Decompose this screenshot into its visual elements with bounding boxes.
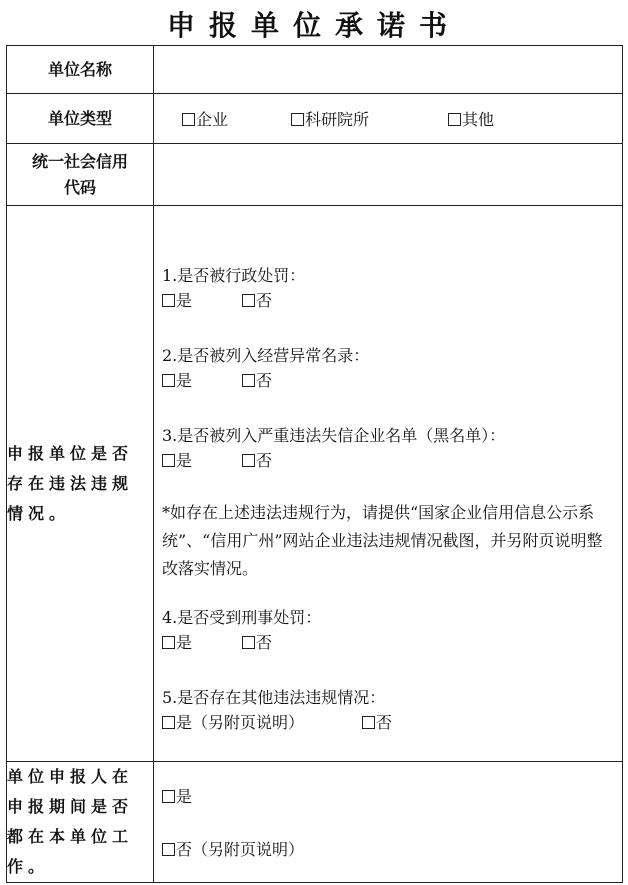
checkbox-icon[interactable]: [242, 636, 255, 649]
row-credit-code: [7, 144, 623, 206]
applicant-options: [154, 762, 623, 883]
row-unit-type: [7, 94, 623, 144]
option-enterprise[interactable]: 企业: [182, 107, 228, 130]
q4-no[interactable]: 否: [242, 630, 272, 655]
checkbox-icon[interactable]: [242, 294, 255, 307]
q4-yes[interactable]: 是: [162, 630, 192, 655]
applicant-no[interactable]: 否（另附页说明）: [162, 837, 622, 860]
question-4: 4.是否受到刑事处罚： 是 否: [162, 605, 622, 655]
violations-questions: [154, 206, 623, 762]
row-applicant: [7, 762, 623, 883]
page-title: 申报单位承诺书: [166, 9, 461, 42]
checkbox-icon[interactable]: [162, 790, 175, 803]
credit-code-field[interactable]: [154, 144, 623, 206]
label-credit-code: 统一社会信用 代码: [7, 144, 154, 206]
checkbox-icon[interactable]: [362, 716, 375, 729]
violations-note: *如存在上述违法违规行为，请提供“国家企业信用信息公示系统”、“信用广州”网站企业违法违规情况截图，并另附页说明整改落实情况。: [162, 502, 603, 578]
label-violations: 申报单位是否 存在违法违规 情况。: [7, 206, 154, 762]
q2-no[interactable]: 否: [242, 368, 272, 393]
checkbox-icon[interactable]: [291, 113, 304, 126]
checkbox-icon[interactable]: [242, 454, 255, 467]
unit-name-field[interactable]: [154, 46, 623, 94]
checkbox-icon[interactable]: [242, 374, 255, 387]
q2-yes[interactable]: 是: [162, 368, 192, 393]
label-applicant: 单位申报人在 申报期间是否 都在本单位工 作。: [7, 762, 154, 883]
applicant-yes[interactable]: 是: [162, 784, 622, 807]
q1-yes[interactable]: 是: [162, 288, 192, 313]
option-research-institute[interactable]: 科研院所: [291, 107, 369, 130]
row-violations: [7, 206, 623, 762]
checkbox-icon[interactable]: [162, 716, 175, 729]
commitment-form: [6, 45, 623, 883]
question-2: 2.是否被列入经营异常名录： 是 否: [162, 343, 622, 393]
checkbox-icon[interactable]: [182, 113, 195, 126]
q1-no[interactable]: 否: [242, 288, 272, 313]
option-other[interactable]: 其他: [448, 107, 494, 130]
row-unit-name: [7, 46, 623, 94]
q5-no[interactable]: 否: [362, 710, 392, 735]
unit-type-options: [154, 94, 623, 144]
label-unit-name: 单位名称: [7, 46, 154, 94]
q3-yes[interactable]: 是: [162, 448, 192, 473]
label-unit-type: 单位类型: [7, 94, 154, 144]
question-1: 1.是否被行政处罚： 是 否: [162, 263, 622, 313]
checkbox-icon[interactable]: [162, 636, 175, 649]
checkbox-icon[interactable]: [162, 843, 175, 856]
question-5: 5.是否存在其他违法违规情况： 是（另附页说明） 否: [162, 685, 622, 735]
question-3: 3.是否被列入严重违法失信企业名单（黑名单）： 是 否: [162, 423, 622, 473]
checkbox-icon[interactable]: [162, 454, 175, 467]
checkbox-icon[interactable]: [448, 113, 461, 126]
q3-no[interactable]: 否: [242, 448, 272, 473]
q5-yes[interactable]: 是（另附页说明）: [162, 710, 304, 735]
checkbox-icon[interactable]: [162, 374, 175, 387]
checkbox-icon[interactable]: [162, 294, 175, 307]
